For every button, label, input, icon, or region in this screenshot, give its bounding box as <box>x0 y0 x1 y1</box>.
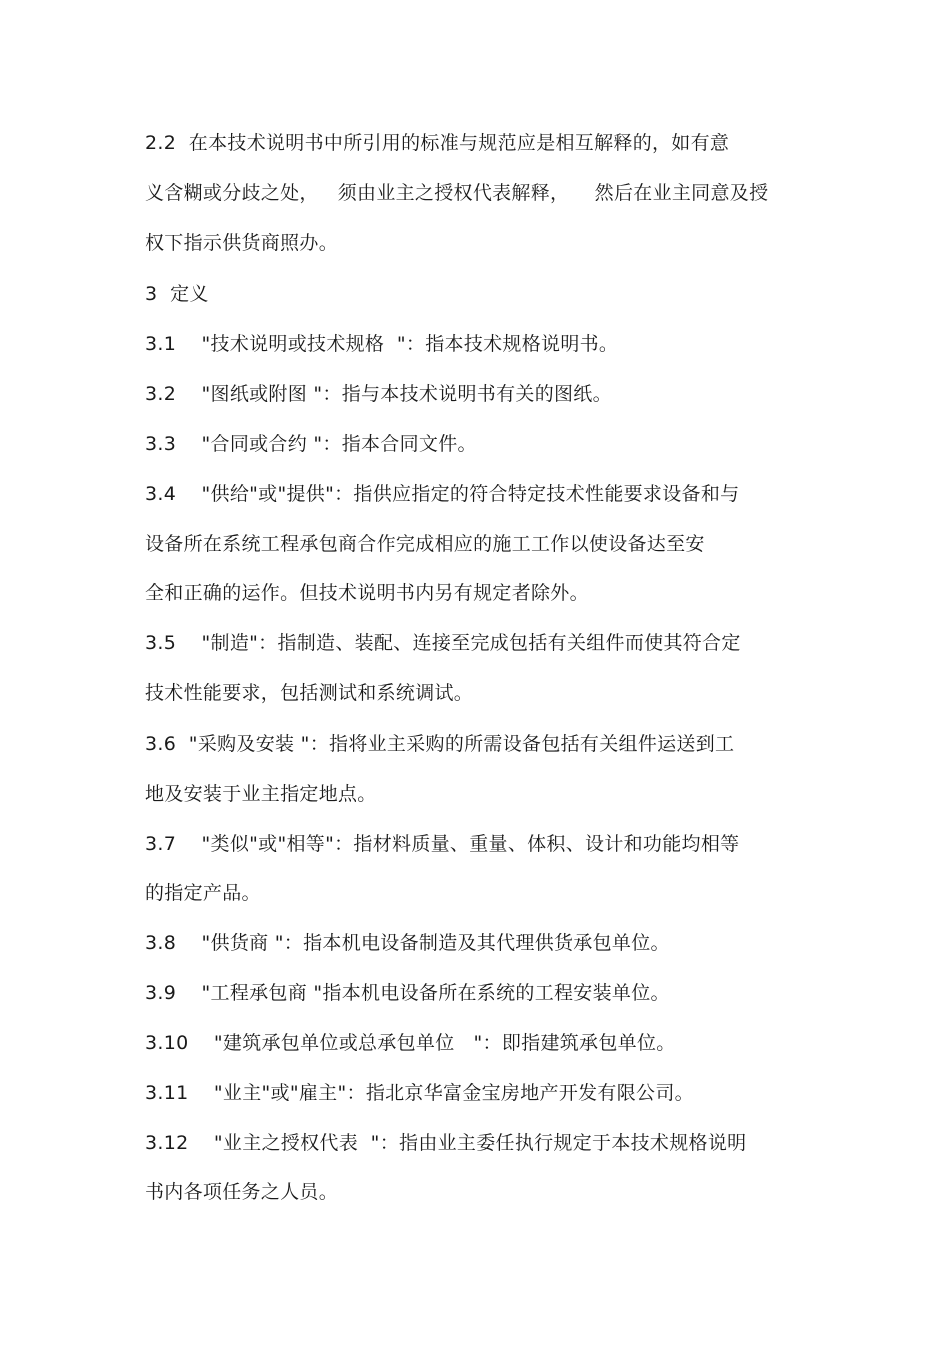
clause-3-10: 3.10 "建筑承包单位或总承包单位 "：即指建筑承包单位。 <box>145 1032 676 1054</box>
clause-3-9: 3.9 "工程承包商 "指本机电设备所在系统的工程安装单位。 <box>145 982 670 1004</box>
clause-3-12-line-2: 书内各项任务之人员。 <box>145 1181 339 1203</box>
clause-3-12-line-1: 3.12 "业主之授权代表 "：指由业主委任执行规定于本技术规格说明 <box>145 1132 747 1154</box>
clause-3-7-line-2: 的指定产品。 <box>145 882 261 904</box>
clause-3-3: 3.3 "合同或合约 "：指本合同文件。 <box>145 433 477 455</box>
clause-3-4-line-2: 设备所在系统工程承包商合作完成相应的施工工作以使设备达至安 <box>145 533 705 555</box>
clause-3-7-line-1: 3.7 "类似"或"相等"：指材料质量、重量、体积、设计和功能均相等 <box>145 833 740 855</box>
clause-3-5-line-2: 技术性能要求，包括测试和系统调试。 <box>145 682 474 704</box>
section-heading-definitions: 3 定义 <box>145 283 209 305</box>
clause-3-2: 3.2 "图纸或附图 "：指与本技术说明书有关的图纸。 <box>145 383 612 405</box>
clause-2-2-line-3: 权下指示供货商照办。 <box>145 232 339 254</box>
clause-3-5-line-1: 3.5 "制造"：指制造、装配、连接至完成包括有关组件而使其符合定 <box>145 632 741 654</box>
clause-3-6-line-2: 地及安装于业主指定地点。 <box>145 783 377 805</box>
clause-2-2-line-2: 义含糊或分歧之处， 须由业主之授权代表解释， 然后在业主同意及授 <box>145 182 769 204</box>
clause-3-4-line-3: 全和正确的运作。但技术说明书内另有规定者除外。 <box>145 582 589 604</box>
clause-3-8: 3.8 "供货商 "：指本机电设备制造及其代理供货承包单位。 <box>145 932 670 954</box>
clause-3-4-line-1: 3.4 "供给"或"提供"：指供应指定的符合特定技术性能要求设备和与 <box>145 483 740 505</box>
clause-3-11: 3.11 "业主"或"雇主"：指北京华富金宝房地产开发有限公司。 <box>145 1082 694 1104</box>
clause-3-1: 3.1 "技术说明或技术规格 "：指本技术规格说明书。 <box>145 333 619 355</box>
clause-2-2-line-1: 2.2 在本技术说明书中所引用的标准与规范应是相互解释的，如有意 <box>145 132 730 154</box>
clause-3-6-line-1: 3.6 "采购及安装 "：指将业主采购的所需设备包括有关组件运送到工 <box>145 733 735 755</box>
